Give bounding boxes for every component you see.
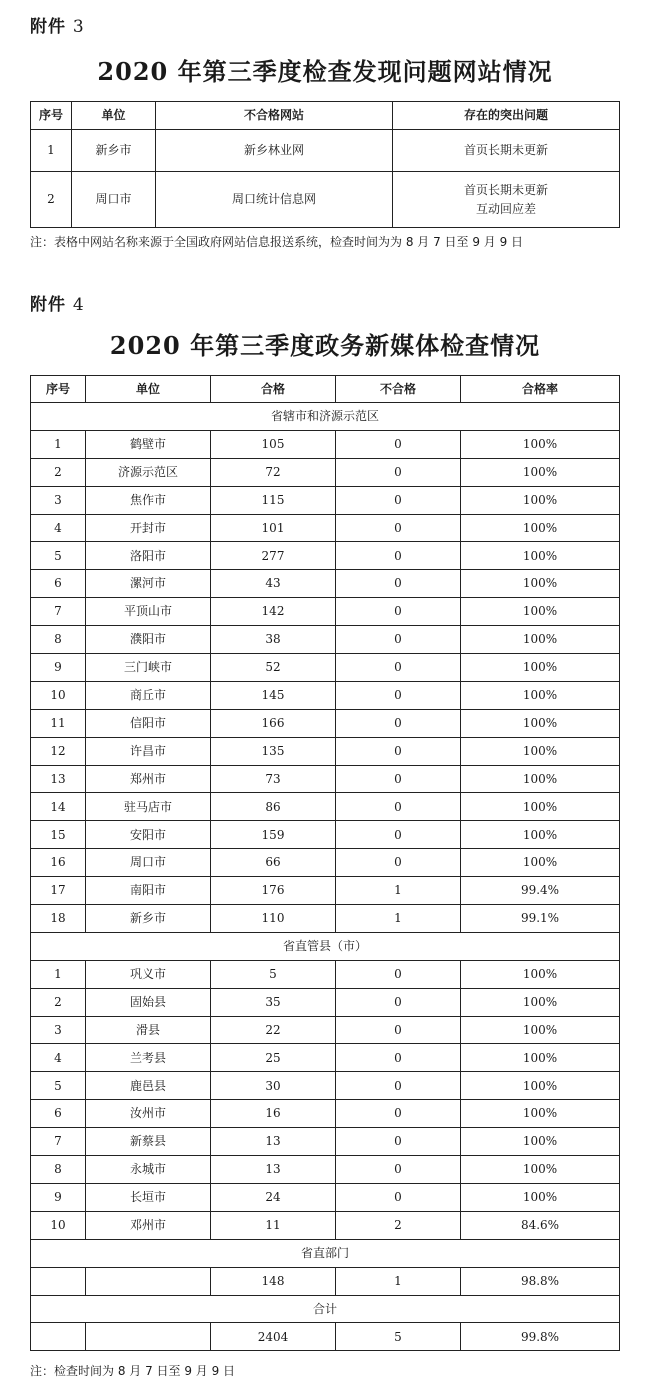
section-title: 省直部门 — [31, 1239, 620, 1267]
row-pass: 24 — [211, 1183, 336, 1211]
table-row — [31, 130, 620, 172]
table-row — [31, 821, 620, 849]
row-number: 9 — [31, 1183, 86, 1211]
row-fail: 0 — [336, 514, 461, 542]
section-row — [31, 403, 620, 431]
issue-line: 首页长期未更新 — [463, 143, 548, 158]
table-row — [31, 681, 620, 709]
header-cell: 序号 — [31, 376, 86, 403]
row-unit: 漯河市 — [86, 570, 211, 598]
table-row — [31, 1156, 620, 1184]
row-rate: 100% — [461, 793, 620, 821]
row-unit: 安阳市 — [86, 821, 211, 849]
row-pass: 13 — [211, 1156, 336, 1184]
row-unit — [86, 1267, 211, 1295]
table-row — [31, 598, 620, 626]
row-pass: 115 — [211, 486, 336, 514]
row-fail: 0 — [336, 1128, 461, 1156]
row-pass: 148 — [211, 1267, 336, 1295]
row-fail: 1 — [336, 905, 461, 933]
row-pass: 13 — [211, 1128, 336, 1156]
row-rate: 98.8% — [461, 1267, 620, 1295]
row-rate: 100% — [461, 988, 620, 1016]
row-pass: 22 — [211, 1016, 336, 1044]
table-row — [31, 654, 620, 682]
header-cell: 不合格 — [336, 376, 461, 403]
table-row — [31, 1128, 620, 1156]
table-row — [31, 514, 620, 542]
row-unit: 新乡市 — [72, 130, 156, 172]
row-site: 周口统计信息网 — [156, 172, 393, 228]
row-fail: 5 — [336, 1323, 461, 1351]
table-row — [31, 570, 620, 598]
row-rate: 100% — [461, 1044, 620, 1072]
annex3-title: 2020 年第三季度检查发现问题网站情况 — [97, 57, 553, 86]
issue-line: 首页长期未更新 — [463, 182, 548, 197]
section-title: 合计 — [31, 1295, 620, 1323]
table-row — [31, 1016, 620, 1044]
row-rate: 100% — [461, 626, 620, 654]
row-rate: 100% — [461, 737, 620, 765]
row-unit: 南阳市 — [86, 877, 211, 905]
annex3-header-row — [31, 102, 620, 130]
row-number: 14 — [31, 793, 86, 821]
row-pass: 43 — [211, 570, 336, 598]
row-fail: 0 — [336, 1100, 461, 1128]
row-unit: 平顶山市 — [86, 598, 211, 626]
row-unit: 滑县 — [86, 1016, 211, 1044]
row-number: 18 — [31, 905, 86, 933]
row-rate: 100% — [461, 960, 620, 988]
table-row — [31, 905, 620, 933]
annex3-table — [30, 101, 620, 228]
row-site: 新乡林业网 — [156, 130, 393, 172]
row-pass: 110 — [211, 905, 336, 933]
row-fail: 0 — [336, 988, 461, 1016]
row-number: 5 — [31, 542, 86, 570]
row-pass: 35 — [211, 988, 336, 1016]
row-unit: 鹿邑县 — [86, 1072, 211, 1100]
row-unit: 新蔡县 — [86, 1128, 211, 1156]
row-fail: 0 — [336, 1156, 461, 1184]
row-unit: 开封市 — [86, 514, 211, 542]
row-pass: 135 — [211, 737, 336, 765]
row-fail: 0 — [336, 626, 461, 654]
row-rate: 100% — [461, 486, 620, 514]
row-rate: 100% — [461, 849, 620, 877]
row-pass: 2404 — [211, 1323, 336, 1351]
row-rate: 100% — [461, 598, 620, 626]
row-fail: 0 — [336, 737, 461, 765]
row-unit: 汝州市 — [86, 1100, 211, 1128]
row-rate: 99.4% — [461, 877, 620, 905]
section-row — [31, 932, 620, 960]
row-number: 2 — [31, 172, 72, 228]
table-row — [31, 793, 620, 821]
row-unit: 商丘市 — [86, 681, 211, 709]
annex3-heading — [30, 12, 85, 37]
row-rate: 100% — [461, 654, 620, 682]
row-unit: 信阳市 — [86, 709, 211, 737]
table-row — [31, 1183, 620, 1211]
row-pass: 30 — [211, 1072, 336, 1100]
row-number: 4 — [31, 514, 86, 542]
annex4-header-row — [31, 376, 620, 403]
row-rate: 100% — [461, 1072, 620, 1100]
header-cell: 单位 — [72, 102, 156, 130]
row-number: 10 — [31, 1211, 86, 1239]
row-fail: 0 — [336, 570, 461, 598]
section-row — [31, 1295, 620, 1323]
row-number: 10 — [31, 681, 86, 709]
row-rate: 100% — [461, 681, 620, 709]
row-number: 1 — [31, 430, 86, 458]
row-unit: 三门峡市 — [86, 654, 211, 682]
header-cell: 序号 — [31, 102, 72, 130]
row-rate: 100% — [461, 1128, 620, 1156]
table-row — [31, 988, 620, 1016]
section-row — [31, 1239, 620, 1267]
issue-line: 互动回应差 — [475, 201, 536, 216]
row-fail: 0 — [336, 709, 461, 737]
row-pass: 159 — [211, 821, 336, 849]
row-unit: 周口市 — [86, 849, 211, 877]
annex4-number: 4 — [72, 295, 85, 315]
row-issues — [393, 172, 620, 228]
row-fail: 0 — [336, 1044, 461, 1072]
row-fail: 0 — [336, 1016, 461, 1044]
row-number: 3 — [31, 1016, 86, 1044]
row-unit: 邓州市 — [86, 1211, 211, 1239]
row-issues — [393, 130, 620, 172]
row-fail: 1 — [336, 1267, 461, 1295]
annex4-heading — [30, 290, 85, 315]
row-number: 1 — [31, 130, 72, 172]
row-unit: 新乡市 — [86, 905, 211, 933]
header-cell: 单位 — [86, 376, 211, 403]
row-pass: 16 — [211, 1100, 336, 1128]
row-pass: 72 — [211, 458, 336, 486]
row-number: 1 — [31, 960, 86, 988]
row-number: 13 — [31, 765, 86, 793]
row-rate: 100% — [461, 570, 620, 598]
annex4-title: 2020 年第三季度政务新媒体检查情况 — [109, 331, 541, 360]
row-unit: 焦作市 — [86, 486, 211, 514]
row-rate: 100% — [461, 458, 620, 486]
row-number: 6 — [31, 1100, 86, 1128]
table-row — [31, 960, 620, 988]
annex3-note: 注：表格中网站名称来源于全国政府网站信息报送系统，检查时间为为 8 月 7 日至 9 月 9 日 — [30, 235, 524, 249]
row-fail: 0 — [336, 598, 461, 626]
row-number: 4 — [31, 1044, 86, 1072]
row-fail: 0 — [336, 1072, 461, 1100]
row-unit: 永城市 — [86, 1156, 211, 1184]
row-fail: 0 — [336, 486, 461, 514]
row-pass: 145 — [211, 681, 336, 709]
row-rate: 84.6% — [461, 1211, 620, 1239]
row-rate: 100% — [461, 514, 620, 542]
row-number: 7 — [31, 598, 86, 626]
table-row — [31, 1267, 620, 1295]
row-fail: 0 — [336, 793, 461, 821]
row-number: 7 — [31, 1128, 86, 1156]
row-rate: 99.8% — [461, 1323, 620, 1351]
table-row — [31, 626, 620, 654]
annex4-table — [30, 375, 620, 1351]
row-unit: 洛阳市 — [86, 542, 211, 570]
row-fail: 0 — [336, 542, 461, 570]
table-row — [31, 709, 620, 737]
row-fail: 0 — [336, 681, 461, 709]
row-number — [31, 1267, 86, 1295]
row-rate: 100% — [461, 821, 620, 849]
annex4-note: 注：检查时间为 8 月 7 日至 9 月 9 日 — [30, 1364, 236, 1378]
row-number: 9 — [31, 654, 86, 682]
row-unit: 固始县 — [86, 988, 211, 1016]
header-cell: 合格率 — [461, 376, 620, 403]
header-cell: 合格 — [211, 376, 336, 403]
table-row — [31, 877, 620, 905]
row-unit: 兰考县 — [86, 1044, 211, 1072]
row-fail: 2 — [336, 1211, 461, 1239]
row-fail: 0 — [336, 654, 461, 682]
row-fail: 0 — [336, 821, 461, 849]
row-pass: 25 — [211, 1044, 336, 1072]
header-cell: 不合格网站 — [156, 102, 393, 130]
section-title: 省直管县（市） — [31, 932, 620, 960]
table-row — [31, 542, 620, 570]
row-number: 3 — [31, 486, 86, 514]
row-number: 17 — [31, 877, 86, 905]
annex3-number: 3 — [72, 17, 85, 37]
table-row — [31, 1100, 620, 1128]
row-number: 16 — [31, 849, 86, 877]
row-rate: 100% — [461, 542, 620, 570]
annex4-label: 附件 — [30, 295, 66, 315]
row-unit: 济源示范区 — [86, 458, 211, 486]
row-number: 15 — [31, 821, 86, 849]
row-unit: 巩义市 — [86, 960, 211, 988]
row-unit: 濮阳市 — [86, 626, 211, 654]
row-rate: 100% — [461, 765, 620, 793]
row-pass: 142 — [211, 598, 336, 626]
row-fail: 0 — [336, 765, 461, 793]
row-fail: 0 — [336, 849, 461, 877]
row-pass: 277 — [211, 542, 336, 570]
row-pass: 86 — [211, 793, 336, 821]
row-fail: 0 — [336, 430, 461, 458]
table-row — [31, 458, 620, 486]
section-title: 省辖市和济源示范区 — [31, 403, 620, 431]
row-fail: 0 — [336, 960, 461, 988]
table-row — [31, 1072, 620, 1100]
row-rate: 100% — [461, 1100, 620, 1128]
table-row — [31, 1323, 620, 1351]
table-row — [31, 1044, 620, 1072]
table-row — [31, 172, 620, 228]
row-unit — [86, 1323, 211, 1351]
row-number: 2 — [31, 988, 86, 1016]
row-number: 8 — [31, 626, 86, 654]
row-number — [31, 1323, 86, 1351]
table-row — [31, 1211, 620, 1239]
row-pass: 5 — [211, 960, 336, 988]
row-pass: 52 — [211, 654, 336, 682]
row-number: 2 — [31, 458, 86, 486]
row-rate: 100% — [461, 1016, 620, 1044]
row-number: 5 — [31, 1072, 86, 1100]
table-row — [31, 737, 620, 765]
row-unit: 鹤壁市 — [86, 430, 211, 458]
header-cell: 存在的突出问题 — [393, 102, 620, 130]
row-pass: 11 — [211, 1211, 336, 1239]
row-pass: 166 — [211, 709, 336, 737]
row-number: 6 — [31, 570, 86, 598]
row-fail: 1 — [336, 877, 461, 905]
row-number: 8 — [31, 1156, 86, 1184]
table-row — [31, 849, 620, 877]
row-unit: 驻马店市 — [86, 793, 211, 821]
table-row — [31, 765, 620, 793]
row-pass: 73 — [211, 765, 336, 793]
row-unit: 郑州市 — [86, 765, 211, 793]
annex3-label: 附件 — [30, 17, 66, 37]
table-row — [31, 430, 620, 458]
table-row — [31, 486, 620, 514]
row-rate: 99.1% — [461, 905, 620, 933]
row-pass: 176 — [211, 877, 336, 905]
row-unit: 许昌市 — [86, 737, 211, 765]
row-unit: 长垣市 — [86, 1183, 211, 1211]
row-rate: 100% — [461, 1183, 620, 1211]
row-rate: 100% — [461, 709, 620, 737]
row-rate: 100% — [461, 1156, 620, 1184]
row-pass: 105 — [211, 430, 336, 458]
row-fail: 0 — [336, 458, 461, 486]
row-pass: 38 — [211, 626, 336, 654]
row-pass: 101 — [211, 514, 336, 542]
row-fail: 0 — [336, 1183, 461, 1211]
row-pass: 66 — [211, 849, 336, 877]
row-unit: 周口市 — [72, 172, 156, 228]
row-rate: 100% — [461, 430, 620, 458]
row-number: 12 — [31, 737, 86, 765]
row-number: 11 — [31, 709, 86, 737]
